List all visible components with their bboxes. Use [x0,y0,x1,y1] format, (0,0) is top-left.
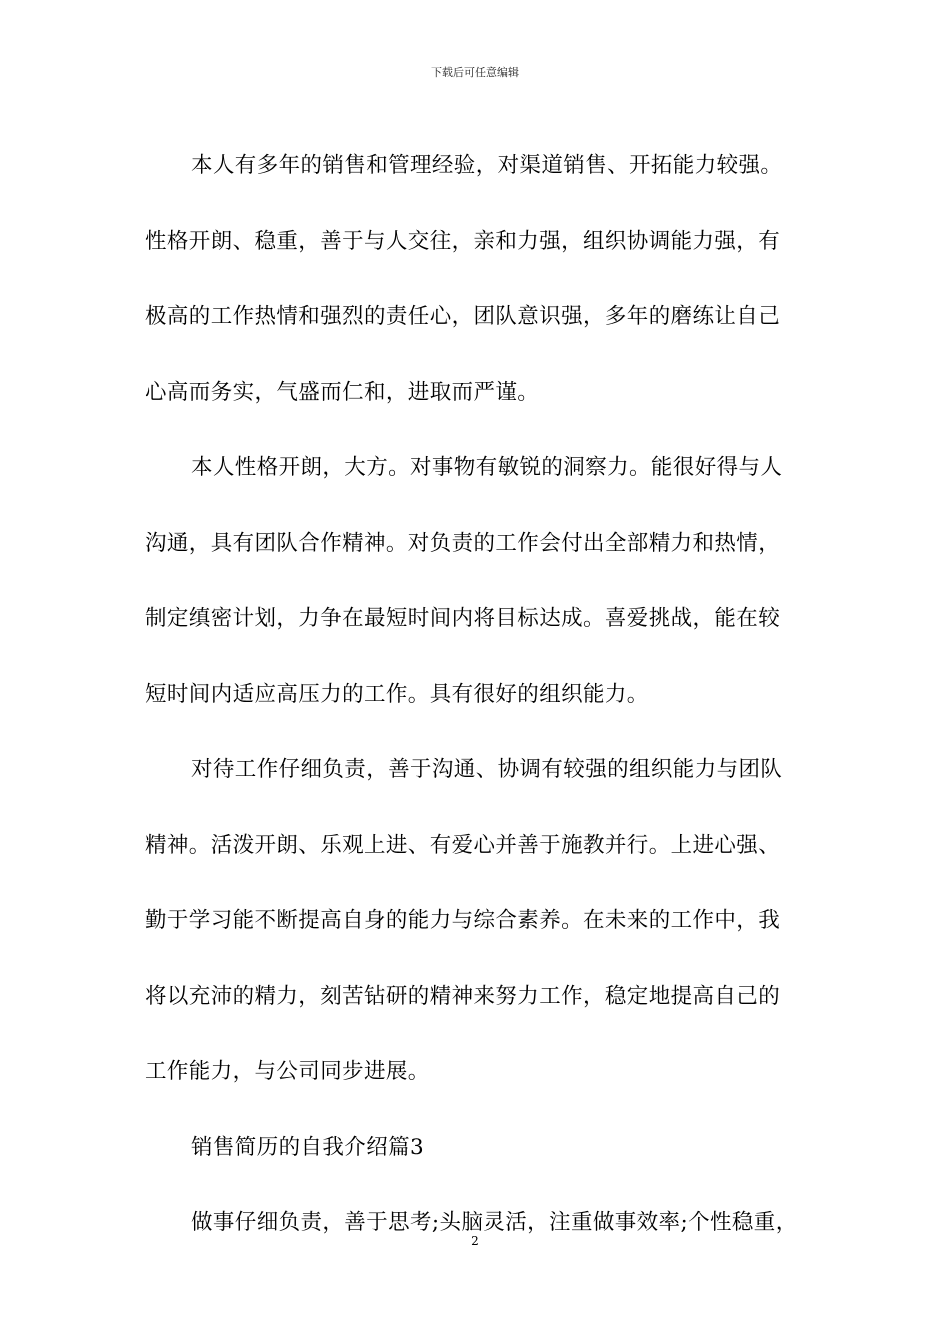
paragraph-4-line-1: 做事仔细负责，善于思考;头脑灵活，注重做事效率;个性稳重， [191,1210,798,1235]
section-heading: 销售简历的自我介绍篇3 [191,1134,425,1160]
paragraph-1-line-1: 本人有多年的销售和管理经验，对渠道销售、开拓能力较强。 [191,153,783,178]
page-header-note: 下载后可任意编辑 [431,66,519,79]
paragraph-2-line-2: 沟通，具有团队合作精神。对负责的工作会付出全部精力和热情， [145,530,781,556]
paragraph-3-line-2: 精神。活泼开朗、乐观上进、有爱心并善于施教并行。上进心强、 [145,832,781,858]
paragraph-3-line-1: 对待工作仔细负责，善于沟通、协调有较强的组织能力与团队 [191,757,783,782]
paragraph-2-line-3: 制定缜密计划，力争在最短时间内将目标达成。喜爱挑战，能在较 [145,606,781,631]
paragraph-3-line-3: 勤于学习能不断提高自身的能力与综合素养。在未来的工作中，我 [145,908,781,933]
document-body [145,128,845,1261]
paragraph-1-line-3: 极高的工作热情和强烈的责任心，团队意识强，多年的磨练让自己 [145,304,781,329]
paragraph-3-line-5: 工作能力，与公司同步进展。 [145,1059,430,1084]
paragraph-1-line-4: 心高而务实，气盛而仁和，进取而严谨。 [145,379,540,405]
paragraph-2-line-1: 本人性格开朗，大方。对事物有敏锐的洞察力。能很好得与人 [191,455,783,480]
paragraph-1-line-2: 性格开朗、稳重，善于与人交往，亲和力强，组织协调能力强，有 [145,228,781,254]
page-number: 2 [471,1234,479,1248]
paragraph-3-line-4: 将以充沛的精力，刻苦钻研的精神来努力工作，稳定地提高自己的 [145,983,781,1009]
paragraph-2-line-4: 短时间内适应高压力的工作。具有很好的组织能力。 [145,681,649,707]
